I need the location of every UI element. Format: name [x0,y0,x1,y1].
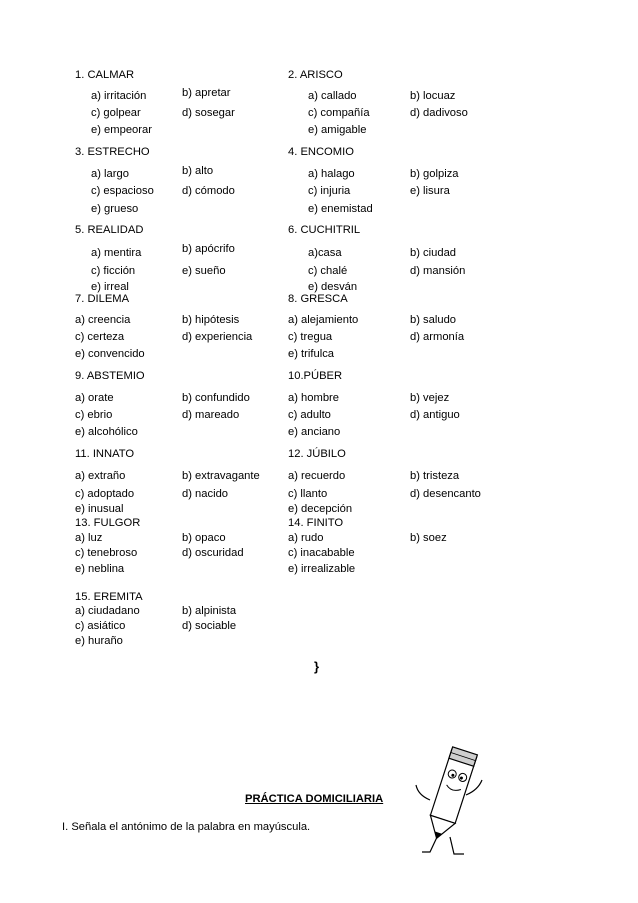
answer-option: e) huraño [75,635,123,647]
answer-option: b) confundido [182,392,250,404]
answer-option: a) irritación [91,90,147,102]
answer-option: d) desencanto [410,488,481,500]
answer-option: b) golpiza [410,168,459,180]
answer-option: c) compañía [308,107,370,119]
answer-option: a) hombre [288,392,339,404]
answer-option: a) creencia [75,314,131,326]
answer-option: d) sociable [182,620,237,632]
answer-option: c) llanto [288,488,328,500]
answer-option: a) luz [75,532,103,544]
answer-option: e) sueño [182,265,226,277]
answer-option: c) tregua [288,331,333,343]
answer-option: e) anciano [288,426,341,438]
question-title: 6. CUCHITRIL [288,224,361,236]
answer-option: c) certeza [75,331,125,343]
answer-option: a) callado [308,90,357,102]
section-title: PRÁCTICA DOMICILIARIA [245,793,384,805]
answer-option: e) convencido [75,348,145,360]
answer-option: a) rudo [288,532,324,544]
answer-option: e) lisura [410,185,450,197]
answer-option: b) soez [410,532,447,544]
answer-option: d) armonía [410,331,465,343]
answer-option: b) apócrifo [182,243,235,255]
answer-option: c) espacioso [91,185,154,197]
answer-option: b) extravagante [182,470,260,482]
question-title: 12. JÚBILO [288,448,346,460]
answer-option: a) ciudadano [75,605,140,617]
answer-option: e) inusual [75,503,124,515]
answer-option: b) locuaz [410,90,456,102]
answer-option: e) enemistad [308,203,373,215]
answer-option: b) hipótesis [182,314,240,326]
answer-option: c) ficción [91,265,136,277]
answer-option: c) golpear [91,107,141,119]
answer-option: b) vejez [410,392,450,404]
question-title: 11. INNATO [75,448,135,460]
question-title: 2. ARISCO [288,69,343,81]
answer-option: d) oscuridad [182,547,244,559]
answer-option: e) desván [308,281,358,293]
answer-option: c) adulto [288,409,331,421]
question-title: 9. ABSTEMIO [75,370,145,382]
pencil-cartoon-icon [408,740,488,860]
answer-option: e) alcohólico [75,426,138,438]
answer-option: e) decepción [288,503,353,515]
answer-option: c) chalé [308,265,348,277]
question-title: 15. EREMITA [75,591,143,603]
answer-option: d) sosegar [182,107,235,119]
question-title: 7. DILEMA [75,293,130,305]
answer-option: a) largo [91,168,129,180]
question-title: 5. REALIDAD [75,224,144,236]
answer-option: a) mentira [91,247,142,259]
answer-option: a) halago [308,168,355,180]
question-title: 8. GRESCA [288,293,348,305]
instruction-text: I. Señala el antónimo de la palabra en mayúscula. [62,821,311,833]
answer-option: d) mareado [182,409,240,421]
answer-option: c) injuria [308,185,351,197]
answer-option: e) irreal [91,281,129,293]
question-title: 13. FULGOR [75,517,141,529]
answer-option: d) mansión [410,265,466,277]
answer-option: b) tristeza [410,470,460,482]
answer-option: e) trifulca [288,348,335,360]
answer-option: d) nacido [182,488,229,500]
answer-option: e) grueso [91,203,139,215]
answer-option: b) apretar [182,87,231,99]
answer-option: a) alejamiento [288,314,359,326]
answer-option: b) ciudad [410,247,457,259]
answer-option: d) antiguo [410,409,460,421]
question-title: 10.PÚBER [288,370,343,382]
answer-option: d) dadivoso [410,107,468,119]
answer-option: b) saludo [410,314,457,326]
answer-option: b) opaco [182,532,226,544]
answer-option: d) experiencia [182,331,253,343]
answer-option: b) alpinista [182,605,237,617]
answer-option: e) neblina [75,563,125,575]
answer-option: c) inacabable [288,547,355,559]
answer-option: a) extraño [75,470,126,482]
answer-option: c) ebrio [75,409,113,421]
answer-option: e) irrealizable [288,563,356,575]
question-title: 3. ESTRECHO [75,146,150,158]
answer-option: d) cómodo [182,185,235,197]
question-title: 14. FINITO [288,517,344,529]
answer-option: c) adoptado [75,488,135,500]
answer-option: e) empeorar [91,124,152,136]
question-title: 1. CALMAR [75,69,135,81]
answer-option: b) alto [182,165,214,177]
answer-option: c) asiático [75,620,126,632]
answer-option: a)casa [308,247,342,259]
bracket-mark: } [314,659,320,674]
answer-option: a) recuerdo [288,470,346,482]
question-title: 4. ENCOMIO [288,146,354,158]
answer-option: e) amigable [308,124,367,136]
answer-option: a) orate [75,392,114,404]
answer-option: c) tenebroso [75,547,138,559]
